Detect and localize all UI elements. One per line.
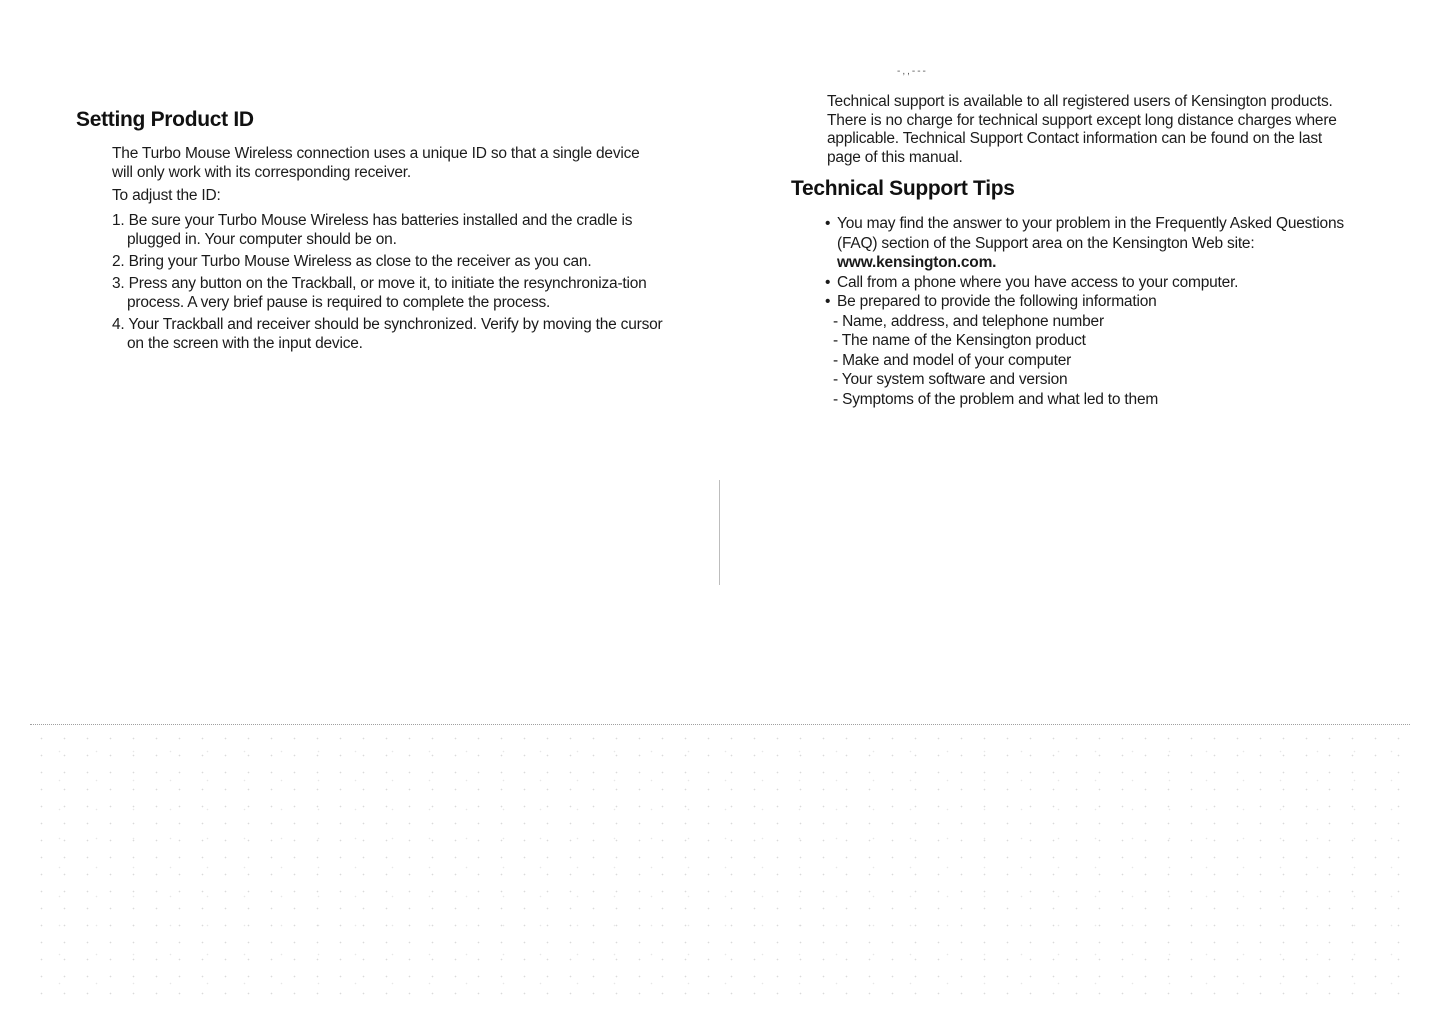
tip-prepare: • Be prepared to provide the following information — [825, 292, 1345, 312]
support-availability-paragraph: Technical support is available to all registered users of Kensington products. There is no charge for technical support except long distance charges where applicable. Technical Support Contact information can be found on the last page of this manual. — [827, 93, 1337, 166]
intro-paragraph: The Turbo Mouse Wireless connection uses a unique ID so that a single device will only work with its corresponding receiver. — [112, 145, 640, 181]
scan-noise-area — [30, 730, 1420, 1000]
setting-product-id-heading: Setting Product ID — [76, 108, 254, 131]
scan-fold-line — [30, 724, 1410, 725]
tip-faq — [825, 214, 1345, 273]
support-tips-list — [825, 214, 1345, 409]
info-item: - Symptoms of the problem and what led to them — [833, 390, 1159, 408]
kensington-website-link[interactable]: www.kensington.com. — [837, 254, 997, 271]
info-item: - The name of the Kensington product — [833, 332, 1086, 349]
step-item: 1. Be sure your Turbo Mouse Wireless has batteries installed and the cradle is plugged in. Your computer should be on. — [112, 212, 633, 248]
step-item: 3. Press any button on the Trackball, or move it, to initiate the resynchroniza-tion process. A very brief pause is required to complete the process. — [112, 275, 647, 311]
info-item: - Make and model of your computer — [833, 351, 1072, 369]
step-item: 4. Your Trackball and receiver should be synchronized. Verify by moving the cursor on the screen with the input device. — [112, 316, 663, 352]
cut-off-header: -,,--- — [897, 66, 928, 77]
technical-support-tips-heading: Technical Support Tips — [791, 177, 1015, 200]
adjust-id-label: To adjust the ID: — [112, 187, 221, 204]
tip-call: • Call from a phone where you have access to your computer. — [825, 273, 1345, 293]
adjust-id-steps — [112, 211, 672, 356]
step-item: 2. Bring your Turbo Mouse Wireless as close to the receiver as you can. — [112, 253, 592, 270]
page-gutter — [719, 480, 720, 585]
info-item: - Name, address, and telephone number — [833, 312, 1104, 330]
info-item: - Your system software and version — [833, 371, 1068, 388]
tip-faq-text: You may find the answer to your problem in the Frequently Asked Questions (FAQ) section of the Support area on the Kensington Web site: — [837, 215, 1344, 252]
setting-product-id-body — [112, 144, 657, 209]
